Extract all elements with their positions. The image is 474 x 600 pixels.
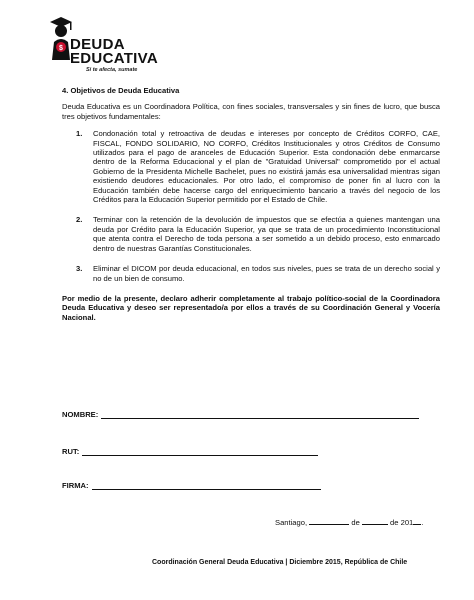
date-day-blank[interactable] (309, 517, 349, 525)
rut-signature-line[interactable] (82, 447, 318, 456)
intro-paragraph: Deuda Educativa es un Coordinadora Política, con fines sociales, transversales y sin fines de lucro, que busca tres objetivos fundamentales: (62, 102, 440, 121)
nombre-label: NOMBRE: (62, 410, 99, 419)
logo (48, 14, 168, 74)
rut-label: RUT: (62, 447, 80, 456)
nombre-signature-line[interactable] (101, 410, 419, 419)
date-de-1: de (351, 518, 360, 527)
date-month-blank[interactable] (362, 517, 388, 525)
date-de-2: de 201 (390, 518, 414, 527)
svg-text:$: $ (59, 45, 63, 52)
footer: Coordinación General Deuda Educativa | Diciembre 2015, República de Chile (152, 559, 408, 566)
firma-label: FIRMA: (62, 481, 89, 490)
rut-field[interactable] (62, 447, 318, 456)
date-city: Santiago, (275, 518, 308, 527)
logo-line-deuda: DEUDA (70, 36, 125, 53)
objective-text: Terminar con la retención de la devolución de impuestos que se efectúa a quienes mantengan una deuda por Crédito para la Educación Superior, ya que se trata de un procedimiento Inconstitucional que atenta contra el Derecho de toda persona a ser sometido a un debido proceso, esto enmarcado dentro de nuestras Garantías Constitucionales. (93, 215, 440, 253)
objective-item (62, 264, 440, 283)
section-title: 4. Objetivos de Deuda Educativa (62, 86, 180, 95)
logo-line-educativa: EDUCATIVA (70, 50, 158, 67)
objective-item (62, 215, 440, 253)
date-line (275, 517, 423, 527)
objective-item (62, 129, 440, 204)
logo-tagline: Si te afecta, sumate (86, 67, 138, 73)
objective-text: Eliminar el DICOM por deuda educacional, en todos sus niveles, pues se trata de un derecho social y no de un bien de consumo. (93, 264, 440, 283)
objective-number: 1. (76, 129, 83, 139)
document-body (62, 86, 440, 340)
objective-number: 2. (76, 215, 83, 225)
declaration-paragraph: Por medio de la presente, declaro adherir completamente al trabajo político-social de la Coordinadora Deuda Educativa y deseo ser representado/a por ellos a través de su Coordinación General y Vocería Nacional. (62, 293, 440, 322)
objective-number: 3. (76, 264, 83, 274)
firma-field[interactable] (62, 481, 321, 490)
nombre-field[interactable] (62, 410, 419, 419)
date-end: . (421, 518, 424, 527)
firma-signature-line[interactable] (92, 481, 321, 490)
objective-text: Condonación total y retroactiva de deudas e intereses por concepto de Créditos CORFO, CAE, FISCAL, FONDO SOLIDARIO, NO CORFO, Créditos Institucionales y otros Créditos de Consumo utilizados para el pago de aranceles de Educación Superior. Esta condonación debe enmarcarse dentro de la Reforma Educacional y el plan de "Gratuidad Universal" comprometido por el actual Gobierno de la Presidenta Michelle Bachelet, pues no existirá jamás esa universalidad mientras sigan existiendo deudores educacionales. Por otro lado, el compromiso de poner fin al lucro con la Educación también debe hacerse cargo del enriquecimiento bancario a través del negocio de los Créditos para la Educación Superior permitido por el Estado de Chile. (93, 129, 440, 205)
